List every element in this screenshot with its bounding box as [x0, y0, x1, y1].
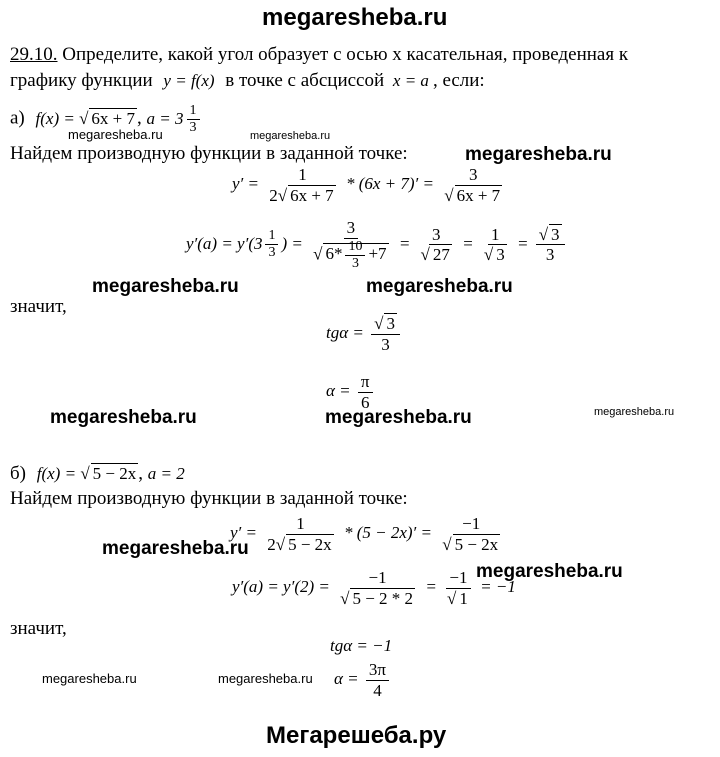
- site-watermark-top: megaresheba.ru: [262, 4, 448, 31]
- watermark-3: megaresheba.ru: [465, 144, 612, 165]
- watermark-2: megaresheba.ru: [250, 130, 331, 142]
- part-b-value-formula: y′(a) = y′(2) = $\frac{-1}{√ 5 - 2 * 2}$ = $\frac{-1}{√ 1}$ = −1: [232, 568, 516, 608]
- part-a-therefore: значит,: [10, 296, 67, 317]
- watermark-12: megaresheba.ru: [218, 671, 313, 686]
- watermark-6: megaresheba.ru: [50, 407, 197, 428]
- watermark-10: megaresheba.ru: [476, 561, 623, 582]
- part-b-label: б): [10, 463, 26, 484]
- part-a-value-formula: y′(a) = y′(3 $\frac{1}{3}$ ) = 3 √ 6* $\frac{10}{3}$ +7 = $\frac{3}{√ 27}$ = $\frac{1}{√ 3}$ = $\frac{√ 3}{3}$: [186, 218, 568, 272]
- problem-text-2c: , если:: [432, 70, 485, 91]
- part-a-header: а) f(x) = √ 6x + 7 , a = 3 $\frac{1}{3}$: [10, 103, 203, 136]
- part-a-tg: tgα = $\frac{√ 3}{3}$: [326, 314, 403, 354]
- part-b-derivative-formula: y′ = $\frac{1}{2√ 5 - 2x}$ * (5 − 2x)′ = $\frac{-1}{√ 5 - 2x}$: [230, 514, 499, 554]
- watermark-11: megaresheba.ru: [42, 671, 137, 686]
- part-b-a-display: a = 2: [147, 464, 185, 483]
- watermark-5: megaresheba.ru: [366, 276, 513, 297]
- part-b-find-text: Найдем производную функции в заданной точке:: [10, 488, 408, 509]
- problem-line-1: [10, 44, 628, 66]
- part-a-label: а): [10, 107, 25, 129]
- problem-text-2a: графику функции: [10, 70, 153, 91]
- part-b-header: б) f(x) = √ 5 − 2x , a = 2: [10, 463, 185, 484]
- problem-abscissa: x = a: [392, 71, 429, 90]
- watermark-7: megaresheba.ru: [325, 407, 472, 428]
- watermark-8: megaresheba.ru: [594, 406, 675, 418]
- part-a-func-display: f(x) = √ 6x + 7: [35, 108, 136, 128]
- part-b-alpha: α = $\frac{3\pi}{4}$: [334, 660, 392, 700]
- watermark-4: megaresheba.ru: [92, 276, 239, 297]
- problem-line-2: [10, 70, 485, 92]
- part-a-a-display: a = 3 $\frac{1}{3}$: [147, 109, 203, 128]
- watermark-1: megaresheba.ru: [68, 127, 163, 142]
- site-watermark-bottom: Мегарешеба.ру: [266, 722, 447, 749]
- part-b-tg: tgα = −1: [330, 636, 393, 655]
- problem-text-1: Определите, какой угол образует с осью x касательная, проведенная к: [62, 44, 629, 65]
- problem-number: 29.10.: [10, 44, 58, 65]
- problem-func: y = f(x): [163, 71, 215, 90]
- part-a-find-text: Найдем производную функции в заданной точке:: [10, 143, 408, 164]
- part-b-func-display: f(x) = √ 5 − 2x: [36, 464, 137, 483]
- problem-text-2b: в точке с абсциссой: [225, 70, 385, 91]
- part-b-therefore: значит,: [10, 618, 67, 639]
- part-a-derivative-formula: y′ = $\frac{1}{2√ 6x + 7}$ * (6x + 7)′ = $\frac{3}{√ 6x + 7}$: [232, 165, 501, 205]
- part-a-alpha: α = $\frac{\pi}{6}$: [326, 372, 376, 412]
- watermark-9: megaresheba.ru: [102, 538, 249, 559]
